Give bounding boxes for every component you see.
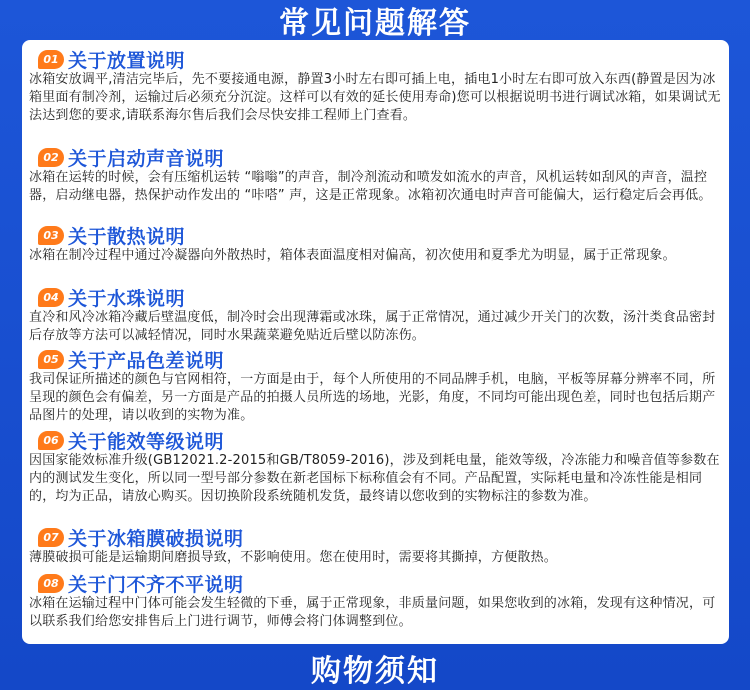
number-badge-icon: 06 (38, 431, 64, 450)
faq-item-title: 关于产品色差说明 (68, 349, 225, 372)
faq-item-color-difference (29, 348, 728, 425)
faq-item-body: 我司保证所描述的颜色与官网相符，一方面是由于，每个人所使用的不同品牌手机，电脑，平板等屏幕分辨率不同，所呈现的颜色会有偏差，另一方面是产品的拍摄人员所选的场地，光影，角度，不同均可能出现色差，同时也包括后期产品图片的处理，请以收到的实物为准。 (29, 372, 716, 423)
faq-item-body: 直冷和风冷冰箱冷藏后壁温度低，制冷时会出现薄霜或冰珠，属于正常情况，通过减少开关门的次数，汤汁类食品密封后存放等方法可以减轻情况，同时水果蔬菜避免贴近后壁以防冻伤。 (29, 310, 716, 343)
faq-item-door-alignment (29, 572, 728, 631)
faq-item-water-drops (29, 286, 728, 345)
faq-item-header (38, 48, 728, 70)
number-badge-icon: 03 (38, 226, 64, 245)
faq-item-heat (29, 224, 728, 265)
number-badge-icon: 07 (38, 528, 64, 547)
faq-item-energy-grade (29, 429, 728, 506)
faq-item-film-damage (29, 526, 728, 567)
faq-item-header (38, 526, 728, 548)
faq-item-title: 关于散热说明 (68, 225, 186, 248)
faq-item-body: 冰箱在运输过程中门体可能会发生轻微的下垂，属于正常现象，非质量问题，如果您收到的冰箱，发现有这种情况，可以联系我们给您安排售后上门进行调节，师傅会将门体调整到位。 (29, 596, 716, 629)
number-badge-icon: 01 (38, 50, 64, 69)
footer-title: 购物须知 (311, 653, 439, 689)
faq-item-header (38, 429, 728, 451)
faq-item-title: 关于放置说明 (68, 49, 186, 72)
faq-item-header (38, 572, 728, 594)
faq-item-header (38, 286, 728, 308)
faq-item-header (38, 348, 728, 370)
number-badge-icon: 05 (38, 350, 64, 369)
page-header (0, 0, 750, 40)
faq-item-header (38, 146, 728, 168)
faq-item-title: 关于能效等级说明 (68, 430, 225, 453)
faq-item-body: 因国家能效标准升级(GB12021.2-2015和GB/T8059-2016)，涉及到耗电量，能效等级，冷冻能力和噪音值等参数在内的测试发生变化，所以同一型号部分参数在新老国标下标称值会有不同。产品配置，实际耗电量和冷冻性能是相同的，均为正品，请放心购买。因切换阶段系统随机发货，最终请以您收到的实物标注的参数为准。 (29, 453, 720, 504)
page-title: 常见问题解答 (279, 6, 471, 41)
faq-item-body: 冰箱安放调平,清洁完毕后，先不要接通电源，静置3小时左右即可插上电，插电1小时左右即可放入东西(静置是因为冰箱里面有制冷剂，运输过后必须充分沉淀。这样可以有效的延长使用寿命)您可以根据说明书进行调试冰箱，如果调试无法达到您的要求,请联系海尔售后我们会尽快安排工程师上门查看。 (29, 72, 721, 123)
page-footer (0, 645, 750, 690)
number-badge-icon: 02 (38, 148, 64, 167)
faq-item-title: 关于冰箱膜破损说明 (68, 527, 244, 550)
faq-item-title: 关于启动声音说明 (68, 147, 225, 170)
faq-item-header (38, 224, 728, 246)
faq-panel (24, 42, 727, 642)
faq-item-title: 关于门不齐不平说明 (68, 573, 244, 596)
faq-item-placement (29, 48, 728, 125)
faq-item-startup-sound (29, 146, 728, 205)
faq-item-body: 薄膜破损可能是运输期间磨损导致，不影响使用。您在使用时，需要将其撕掉，方便散热。 (29, 550, 558, 565)
faq-item-title: 关于水珠说明 (68, 287, 186, 310)
number-badge-icon: 08 (38, 574, 64, 593)
number-badge-icon: 04 (38, 288, 64, 307)
faq-item-body: 冰箱在运转的时候，会有压缩机运转 “嗡嗡”的声音，制冷剂流动和喷发如流水的声音，风机运转如刮风的声音，温控器，启动继电器，热保护动作发出的 “咔嗒” 声，这是正常现象。冰箱初次通电时声音可能偏大，运行稳定后会再低。 (29, 170, 712, 203)
faq-item-body: 冰箱在制冷过程中通过冷凝器向外散热时，箱体表面温度相对偏高，初次使用和夏季尤为明显，属于正常现象。 (29, 248, 676, 263)
